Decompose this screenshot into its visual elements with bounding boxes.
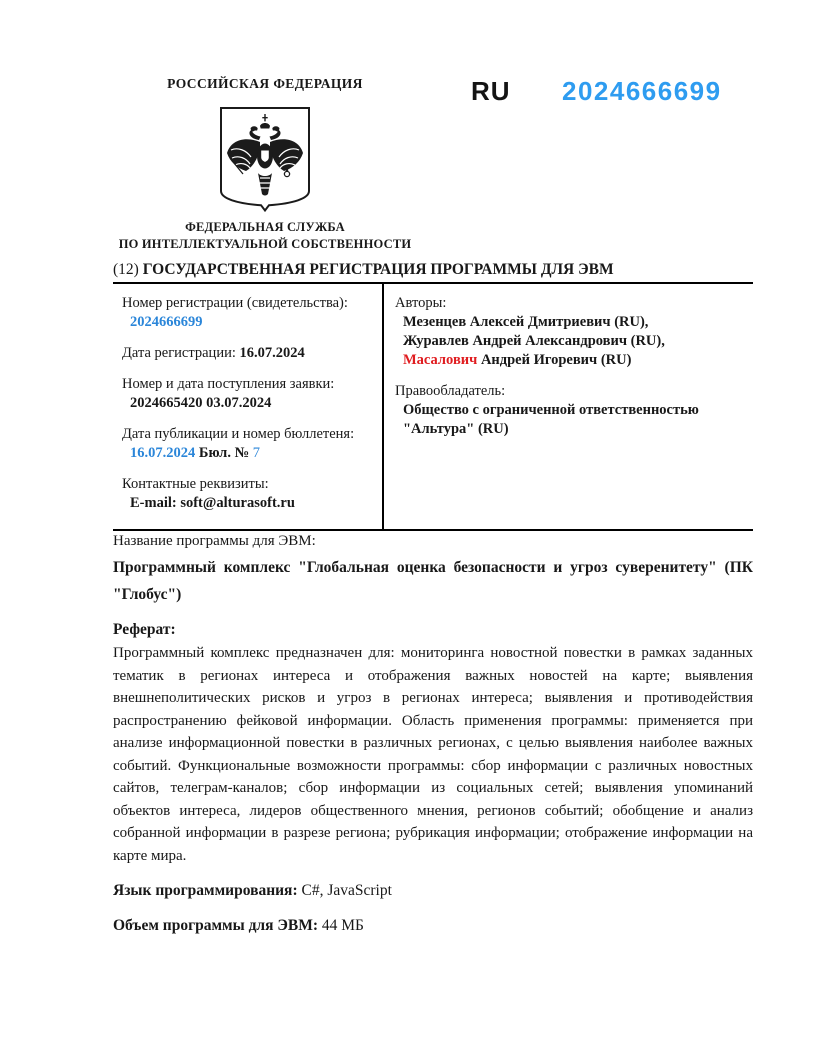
rightsholder-label: Правообладатель: — [395, 383, 506, 399]
abstract-label: Реферат: — [113, 621, 176, 638]
size-row — [113, 915, 753, 936]
agency-line1: ФЕДЕРАЛЬНАЯ СЛУЖБА — [185, 220, 345, 234]
language-row — [113, 880, 753, 901]
agency-line2: ПО ИНТЕЛЛЕКТУАЛЬНОЙ СОБСТВЕННОСТИ — [118, 237, 412, 251]
authors-block — [395, 294, 747, 370]
reg-number-block — [122, 294, 368, 332]
size-value: 44 МБ — [321, 917, 364, 934]
doc-title-text: ГОСУДАРСТВЕННАЯ РЕГИСТРАЦИЯ ПРОГРАММЫ ДЛЯ ЭВМ — [142, 261, 614, 278]
program-name-label: Название программы для ЭВМ: — [113, 533, 316, 549]
language-value: C#, JavaScript — [301, 882, 392, 899]
rightsholder-value: Общество с ограниченной ответственностью "Альтура" (RU) — [403, 402, 699, 437]
country-code: RU — [471, 76, 511, 106]
doc-code: (12) — [113, 261, 139, 278]
registration-table-left — [113, 284, 384, 529]
country-title: РОССИЙСКАЯ ФЕДЕРАЦИЯ — [167, 76, 363, 91]
contacts-label: Контактные реквизиты: — [122, 476, 269, 492]
author-name — [395, 332, 747, 351]
bulletin-label: Бюл. № — [198, 445, 250, 461]
coat-of-arms-icon — [219, 106, 311, 213]
abstract-text: Программный комплекс предназначен для: мониторинга новостной повестки в рамках заданных тематик в регионах интереса и отображения важных новостей на карте; выявления внешнеполитических рисков и угроз в регионах интереса; выявления и противодействия распространению фейковой информации. Область применения программы: применяется при анализе информационной повестки в различных регионах, с целью выявления наиболее важных событий. Функциональные возможности программы: сбор информации с различных новостных сайтов, телеграм-каналов; сбор информации из социальных сетей; выявления упоминаний объектов интереса, лидеров общественного мнения, регионов событий; обобщение и анализ собранной информации в разрезе региона; рубрикация информации; отображение информации на карте мира. — [113, 645, 753, 864]
author-text: Андрей Игоревич (RU) — [477, 352, 632, 368]
registration-number-header: 2024666699 — [562, 76, 722, 106]
authors-label: Авторы: — [395, 295, 447, 311]
reg-number-label: Номер регистрации (свидетельства): — [122, 295, 348, 311]
author-name — [395, 351, 747, 370]
registration-table-right — [384, 284, 753, 529]
application-value: 2024665420 03.07.2024 — [130, 395, 272, 411]
reg-date-label: Дата регистрации: — [122, 345, 236, 361]
reg-number-value: 2024666699 — [130, 314, 203, 330]
language-label: Язык программирования: — [113, 882, 298, 899]
rightsholder-block — [395, 382, 747, 439]
bulletin-number: 7 — [252, 445, 261, 461]
publication-date: 16.07.2024 — [130, 445, 196, 461]
publication-value — [122, 444, 368, 463]
reg-date-block — [122, 344, 368, 363]
author-name — [395, 313, 747, 332]
size-label: Объем программы для ЭВМ: — [113, 917, 319, 934]
author-text: Мезенцев Алексей Дмитриевич (RU), — [403, 314, 649, 330]
registration-table — [113, 284, 753, 531]
agency-name — [90, 219, 440, 253]
reg-date-value: 16.07.2024 — [239, 345, 305, 361]
application-block — [122, 375, 368, 413]
contacts-block — [122, 475, 368, 513]
author-text: Журавлев Андрей Александрович (RU), — [403, 333, 665, 349]
publication-block — [122, 425, 368, 463]
contacts-email: E-mail: soft@alturasoft.ru — [130, 495, 295, 511]
application-label: Номер и дата поступления заявки: — [122, 376, 335, 392]
program-details — [113, 531, 753, 936]
doc-type-heading — [113, 261, 753, 284]
publication-label: Дата публикации и номер бюллетеня: — [122, 426, 355, 442]
author-highlight: Масалович — [403, 352, 478, 368]
program-name-value: Программный комплекс "Глобальная оценка безопасности и угроз суверенитету" (ПК "Глобус") — [113, 559, 753, 603]
